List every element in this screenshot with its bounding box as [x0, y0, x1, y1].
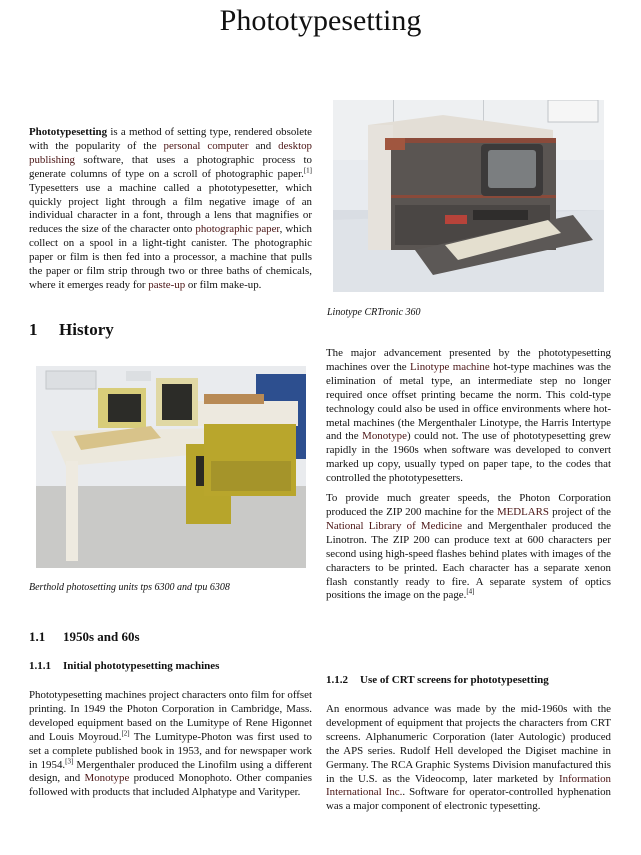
section-title: History [59, 320, 114, 339]
paragraph-text: The Lumitype-Photon was first used to set a complete published book in 1953, and for newspaper work in 1954. [29, 730, 312, 771]
link-medlars[interactable]: MEDLARS [496, 505, 549, 518]
link-national-library-of-medicine[interactable]: National Library of Medicine [326, 519, 463, 532]
paragraph-text: An enormous advance was made by the mid-1960s with the development of equipment that projects the characters from CRT screens. Alphanumeric Corporation (later Autologic) produced the APS series. Rudolf Hell developed the Digiset machine in Germany. The RCA Graphic Systems Division manufactured this in the U.S. as the Videocomp, later marketed by [326, 703, 611, 785]
paragraph-text: . Software for operator-controlled hyphenation was a major component of electronic typesetting. [326, 786, 611, 813]
intro-term: Phototypesetting [29, 126, 108, 138]
paragraph-text: and Mergenthaler produced the Linotron. The ZIP 200 can produce text at 600 characters per second using high-speed flashes behind plates with images of the characters to be printed. Each character has a separate xenon flash constantly ready to fire. A separate system of optics positions the image on the page. [326, 519, 612, 602]
initial-machines-paragraph [29, 689, 312, 800]
paragraph-text: The major advancement presented by the phototypesetting machines over the [326, 347, 611, 373]
section-title: Use of CRT screens for phototypesetting [360, 674, 549, 686]
section-heading-initial-machines [29, 660, 219, 672]
intro-text: software, that uses a photographic process to generate columns of type on a scroll of photographic paper. [29, 153, 312, 180]
section-heading-history [29, 320, 114, 340]
section-number: 1.1.2 [326, 674, 348, 686]
paragraph-text: ) could not. The use of phototypesetting grew rapidly in the 1960s when software was developed to convert marked up copy, usually typed on paper tape, to the codes that controlled the phototypesetters. [326, 430, 611, 485]
intro-text: or film make-up. [185, 278, 262, 291]
link-paste-up[interactable]: paste-up [148, 278, 186, 291]
reference-4[interactable]: [4] [466, 587, 475, 596]
paragraph-text: Phototypesetting machines project characters onto film for offset printing. In 1949 the Photon Corporation in Cambridge, Mass. developed equipment based on the Lumitype of Rene Higonnet and Louis Moyroud. [29, 689, 312, 743]
reference-1[interactable]: [1] [303, 166, 312, 175]
link-linotype-machine[interactable]: Linotype machine [410, 360, 490, 373]
section-title: Initial phototypesetting machines [63, 660, 220, 672]
intro-text: is a method of setting type, rendered obsolete with the popularity of the [29, 126, 312, 152]
paragraph-text: hot-type machines was the elimination of metal type, an intermediate step no longer required once offset printing became the norm. This cold-type technology could also be used in office environments where hot-metal machines (the Mergenthaler Linotype, the Harris Intertype and the [326, 360, 611, 443]
figure1-caption: Linotype CRTronic 360 [327, 307, 421, 318]
advancement-paragraph [326, 347, 611, 486]
intro-text: and [248, 139, 279, 152]
page-title: Phototypesetting [219, 4, 422, 37]
paragraph-text: produced Monophoto. Other companies followed with products that included Alphatype and Varityper. [29, 772, 312, 799]
initial-machines-column [29, 689, 312, 800]
crt-paragraph [326, 703, 611, 814]
reference-3[interactable]: [3] [65, 756, 74, 765]
link-monotype[interactable]: Monotype [84, 772, 130, 785]
history-right-column [326, 347, 611, 603]
link-information-international[interactable]: Information International Inc. [326, 772, 611, 799]
zip200-paragraph [326, 492, 611, 603]
linotype-crtronic-photo [333, 100, 604, 292]
intro-text: , which collect on a spool in a light-tight canister. The photographic paper or film is then fed into a processor, a machine that pulls the paper or film strip through two or three baths of chemicals, where it emerges ready for [29, 223, 312, 291]
intro-column [29, 126, 312, 293]
crt-column [326, 703, 611, 814]
link-photographic-paper[interactable]: photographic paper [195, 223, 280, 236]
figure2-caption: Berthold photosetting units tps 6300 and tpu 6308 [29, 582, 230, 593]
paragraph-text: To provide much greater speeds, the Photon Corporation produced the ZIP 200 machine for the [326, 492, 611, 518]
intro-text: Typesetters use a machine called a phototypesetter, which quickly project light through a film negative image of an individual character in a font, through a lens that magnifies or reduces the size of the character onto [29, 181, 312, 236]
link-desktop-publishing[interactable]: desktop publishing [29, 139, 313, 166]
intro-paragraph [29, 126, 312, 293]
section-number: 1.1 [29, 629, 46, 644]
section-heading-crt-screens [326, 674, 549, 686]
section-number: 1 [29, 320, 38, 339]
reference-2[interactable]: [2] [121, 729, 130, 738]
section-number: 1.1.1 [29, 660, 51, 672]
section-heading-1950s [29, 629, 140, 645]
link-monotype[interactable]: Monotype [362, 430, 407, 443]
paragraph-text: project of the [548, 505, 612, 518]
section-title: 1950s and 60s [63, 629, 140, 644]
link-personal-computer[interactable]: personal computer [163, 139, 249, 152]
berthold-photo [36, 366, 306, 568]
paragraph-text: Mergenthaler produced the Linofilm using a different design, and [29, 758, 313, 785]
